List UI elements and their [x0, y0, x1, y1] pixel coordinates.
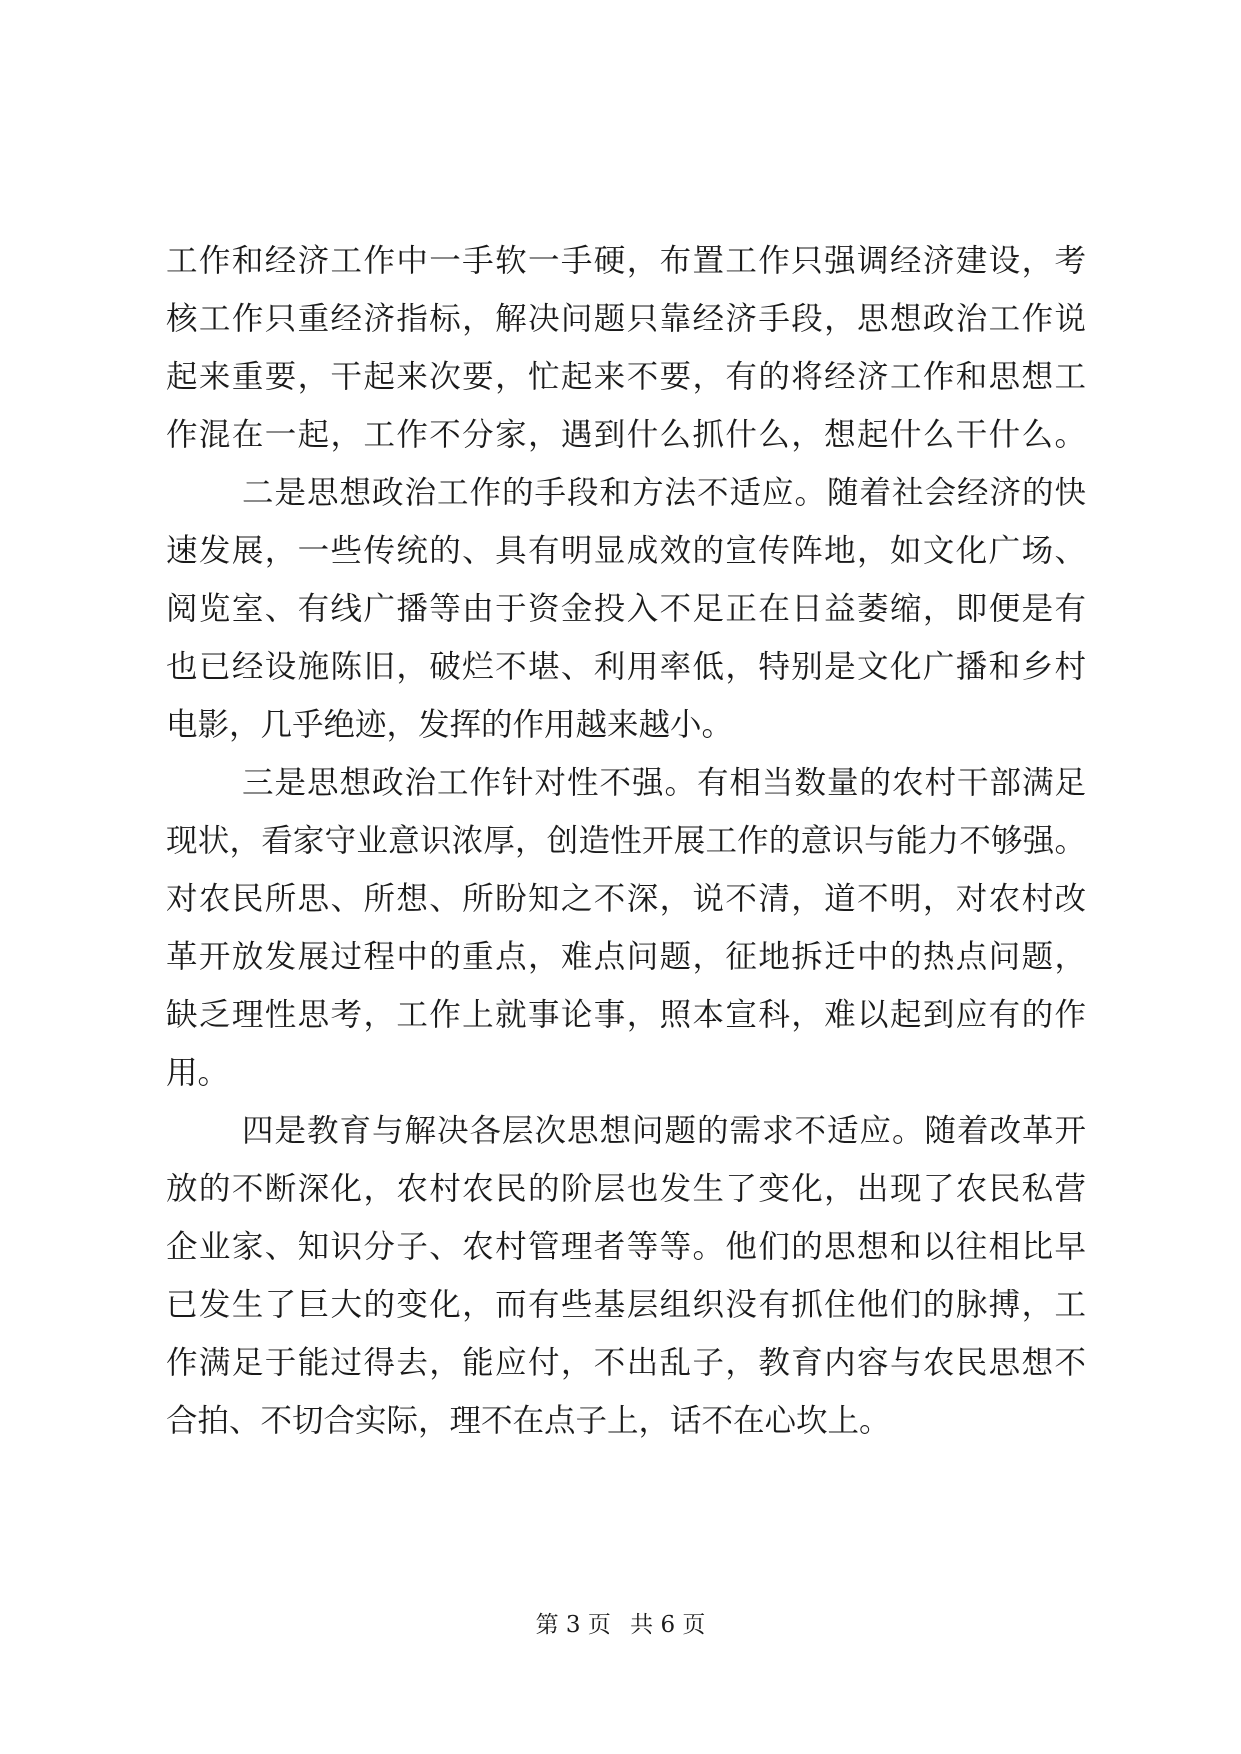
text-line: 速发展，一些传统的、具有明显成效的宣传阵地，如文化广场、 [166, 533, 1086, 569]
text-line: 起来重要，干起来次要，忙起来不要，有的将经济工作和思想工 [166, 359, 1086, 395]
text-line: 用。 [166, 1055, 230, 1091]
page-number: 第 3 页 [535, 1612, 611, 1638]
paragraph-first-line: 四是教育与解决各层次思想问题的需求不适应。随着改革开 [242, 1113, 1086, 1149]
text-line: 对农民所思、所想、所盼知之不深，说不清，道不明，对农村改 [166, 881, 1086, 917]
text-line: 革开放发展过程中的重点，难点问题，征地拆迁中的热点问题， [166, 939, 1086, 975]
page-total: 共 6 页 [630, 1612, 706, 1638]
text-line: 现状，看家守业意识浓厚，创造性开展工作的意识与能力不够强。 [166, 823, 1086, 859]
text-line: 企业家、知识分子、农村管理者等等。他们的思想和以往相比早 [166, 1229, 1086, 1265]
text-line: 缺乏理性思考，工作上就事论事，照本宣科，难以起到应有的作 [166, 997, 1086, 1033]
paragraph-first-line: 三是思想政治工作针对性不强。有相当数量的农村干部满足 [242, 765, 1086, 801]
text-line: 也已经设施陈旧，破烂不堪、利用率低，特别是文化广播和乡村 [166, 649, 1086, 685]
text-line: 作满足于能过得去，能应付，不出乱子，教育内容与农民思想不 [166, 1345, 1086, 1381]
text-line: 合拍、不切合实际，理不在点子上，话不在心坎上。 [166, 1403, 891, 1439]
paragraph-first-line: 二是思想政治工作的手段和方法不适应。随着社会经济的快 [242, 475, 1086, 511]
text-line: 工作和经济工作中一手软一手硬，布置工作只强调经济建设，考 [166, 243, 1086, 279]
text-line: 作混在一起，工作不分家，遇到什么抓什么，想起什么干什么。 [166, 417, 1086, 453]
text-line: 已发生了巨大的变化，而有些基层组织没有抓住他们的脉搏，工 [166, 1287, 1086, 1323]
text-line: 阅览室、有线广播等由于资金投入不足正在日益萎缩，即便是有 [166, 591, 1086, 627]
text-line: 电影，几乎绝迹，发挥的作用越来越小。 [166, 707, 734, 743]
text-line: 核工作只重经济指标，解决问题只靠经济手段，思想政治工作说 [166, 301, 1086, 337]
page-footer [0, 1610, 1241, 1640]
text-line: 放的不断深化，农村农民的阶层也发生了变化，出现了农民私营 [166, 1171, 1086, 1207]
